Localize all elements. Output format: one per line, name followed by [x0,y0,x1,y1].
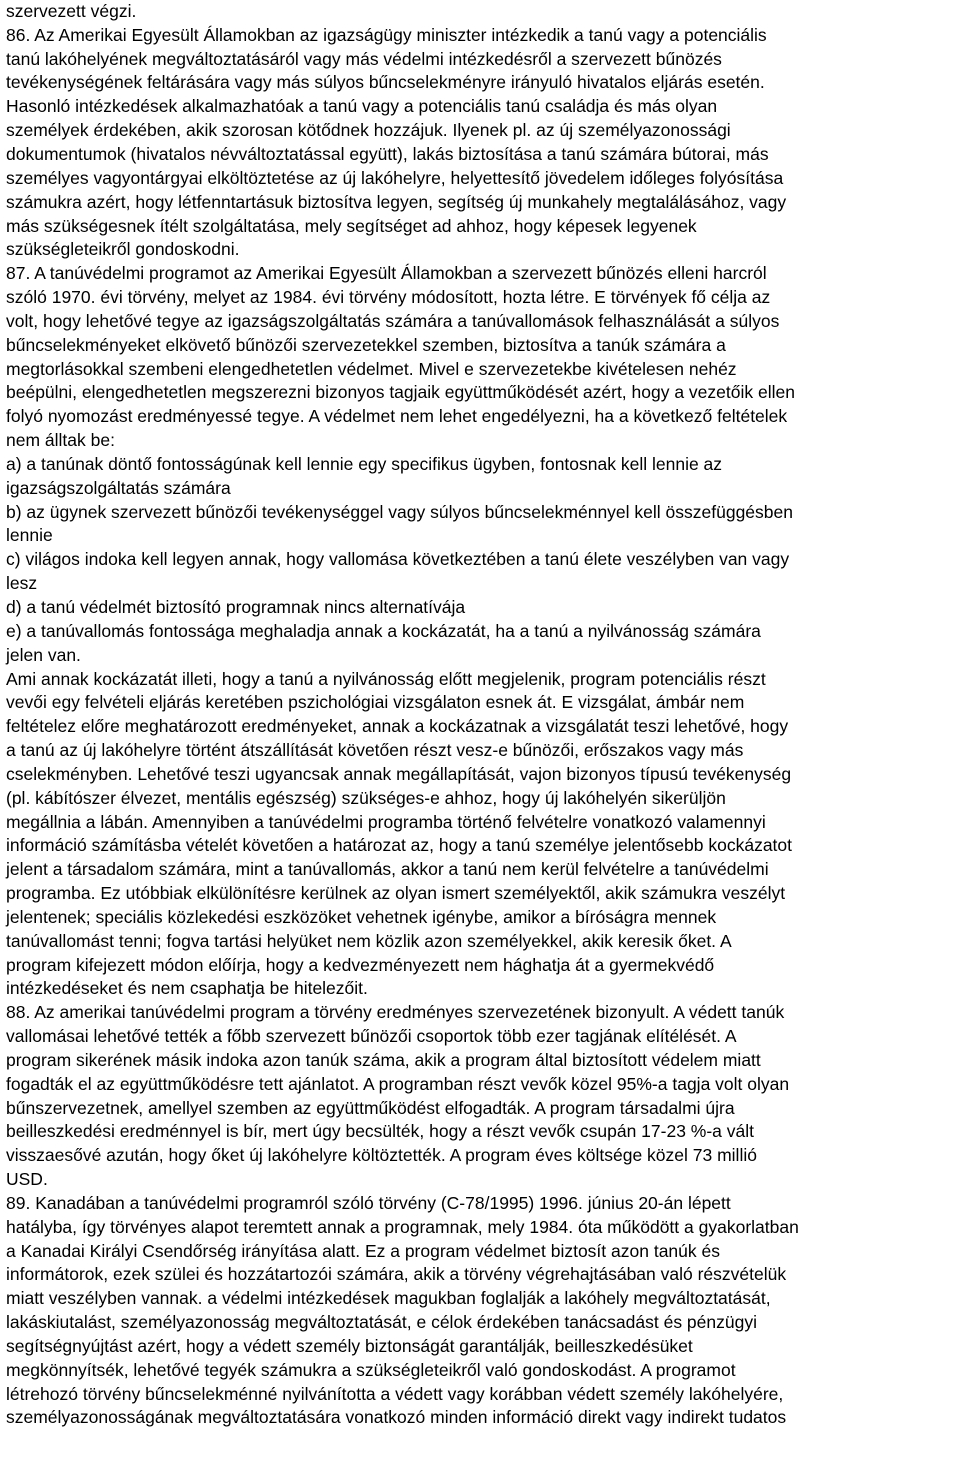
text-line: szükségleteikről gondoskodni. [6,239,240,259]
text-line: vallomásai lehetővé tették a főbb szervezett bűnözői csoportok több ezer tagjának elítélését. A [6,1026,737,1046]
text-line: jelent a társadalom számára, mint a tanúvallomás, akkor a tanú nem kerül felvételre a tanúvédelmi [6,859,769,879]
text-line: b) az ügynek szervezett bűnözői tevékenységgel vagy súlyos bűncselekménnyel kell összefüggésben [6,502,793,522]
text-line: a) a tanúnak döntő fontosságúnak kell lennie egy specifikus ügyben, fontosnak kell lennie az [6,454,723,474]
text-line: megtorlásokkal szembeni elengedhetetlen védelmet. Mivel e szervezetekbe kivételesen nehéz [6,359,737,379]
text-line: igazságszolgáltatás számára [6,478,231,498]
text-line: 86. Az Amerikai Egyesült Államokban az igazságügy miniszter intézkedik a tanú vagy a potenciális [6,25,767,45]
text-line: dokumentumok (hivatalos névváltoztatással együtt), lakás biztosítása a tanú számára bútorai, más [6,144,769,164]
text-line: 88. Az amerikai tanúvédelmi program a törvény eredményes szervezetének bizonyult. A védett tanúk [6,1002,785,1022]
text-line: információ számításba vételét követően a határozat az, hogy a tanú személye jelentősebb kockázatot [6,835,793,855]
text-line: lakáskiutalást, személyazonosság megváltoztatását, e célok érdekében tanácsadást és pénzügyi [6,1312,757,1332]
text-line: c) világos indoka kell legyen annak, hogy vallomása következtében a tanú élete veszélyben van vagy [6,549,790,569]
text-line: jelen van. [6,645,81,665]
text-line: 89. Kanadában a tanúvédelmi programról szóló törvény (C-78/1995) 1996. június 20-án lépett [6,1193,731,1213]
text-line: fogadták el az együttműködésre tett ajánlatot. A programban részt vevők közel 95%-a tagja volt olyan [6,1074,790,1094]
text-line: Ami annak kockázatát illeti, hogy a tanú a nyilvánosság előtt megjelenik, program potenciális részt [6,669,766,689]
text-line: jelentenek; speciális közlekedési eszközöket vehetnek igénybe, amikor a bíróságra mennek [6,907,717,927]
text-line: hatályba, így törvényes alapot teremtett annak a programnak, mely 1984. óta működött a gyakorlatban [6,1217,799,1237]
text-line: lesz [6,573,38,593]
text-line: visszaesővé azután, hogy őket új lakóhelyre költöztették. A program éves költsége közel 73 millió [6,1145,757,1165]
text-line: feltételez előre meghatározott eredményeket, annak a kockázatnak a vizsgálatát teszi lehetővé, hogy [6,716,789,736]
text-line: vevői egy felvételi eljárás keretében pszichológiai vizsgálaton esnek át. E vizsgálat, ámbár nem [6,692,745,712]
text-line: szervezett végzi. [6,1,137,21]
text-line: szóló 1970. évi törvény, melyet az 1984. évi törvény módosított, hozta létre. E törvények fő célja az [6,287,771,307]
text-line: e) a tanúvallomás fontossága meghaladja annak a kockázatát, ha a tanú a nyilvánosság számára [6,621,761,641]
text-line: Hasonló intézkedések alkalmazhatóak a tanú vagy a potenciális tanú családja és más olyan [6,96,718,116]
text-line: megkönnyítsék, lehetővé tegyék számukra a szükségleteikről való gondoskodást. A programot [6,1360,736,1380]
text-line: program sikerének másik indoka azon tanúk száma, akik a program által biztosított védelem miatt [6,1050,761,1070]
text-line: a Kanadai Királyi Csendőrség irányítása alatt. Ez a program védelmet biztosít azon tanúk és [6,1241,720,1261]
text-line: tanú lakóhelyének megváltoztatásáról vagy más védelmi intézkedésről a szervezett bűnözés [6,49,722,69]
text-line: tanúvallomást tenni; fogva tartási helyüket nem közlik azon személyekkel, akik keresik őket. A [6,931,732,951]
text-line: bűncselekményeket elkövető bűnözői szervezetekkel szemben, biztosítva a tanúk számára a [6,335,726,355]
text-line: folyó nyomozást eredményessé tegye. A védelmet nem lehet engedélyezni, ha a következő feltételek [6,406,788,426]
text-line: intézkedéseket és nem csaphatja be hitelezőit. [6,978,368,998]
text-line: tevékenységének feltárására vagy más súlyos bűncselekményre irányuló hivatalos eljárás esetén. [6,72,765,92]
text-line: (pl. kábítószer élvezet, mentális egészség) szükséges-e ahhoz, hogy új lakóhelyén sikerüljön [6,788,726,808]
text-line: 87. A tanúvédelmi programot az Amerikai Egyesült Államokban a szervezett bűnözés elleni harcról [6,263,767,283]
text-line: volt, hogy lehetővé tegye az igazságszolgáltatás számára a tanúvallomások felhasználását a súlyos [6,311,780,331]
text-line: programba. Ez utóbbiak elkülönítésre kerülnek az olyan ismert személyektől, akik számukra veszélyt [6,883,786,903]
text-line: más szükségesnek ítélt szolgáltatása, mely segítséget ad ahhoz, hogy képesek legyenek [6,216,697,236]
text-line: megállnia a lábán. Amennyiben a tanúvédelmi programba történő felvételre vonatkozó valamennyi [6,812,766,832]
text-line: miatt veszélyben vannak. a védelmi intézkedések magukban foglalják a lakóhely megváltoztatását, [6,1288,771,1308]
text-line: segítségnyújtást azért, hogy a védett személy biztonságát garantálják, beilleszkedésüket [6,1336,693,1356]
text-line: d) a tanú védelmét biztosító programnak nincs alternatívája [6,597,466,617]
text-line: beilleszkedési eredménnyel is bír, mert úgy becsülték, hogy a részt vevők csupán 17-23 %-a vált [6,1121,755,1141]
text-line: lennie [6,525,53,545]
text-line: a tanú az új lakóhelyre történt átszállítását követően részt vesz-e bűnözői, erőszakos vagy más [6,740,744,760]
text-line: informátorok, ezek szülei és hozzátartozói számára, akik a törvény végrehajtásában való részvételük [6,1264,787,1284]
text-line: USD. [6,1169,48,1189]
text-line: számukra azért, hogy létfenntartásuk biztosítva legyen, segítség új munkahely megtalálásához, vagy [6,192,787,212]
text-line: nem álltak be: [6,430,115,450]
text-line: személyek érdekében, akik szorosan kötődnek hozzájuk. Ilyenek pl. az új személyazonossági [6,120,731,140]
text-line: személyazonosságának megváltoztatására vonatkozó minden információ direkt vagy indirekt tudatos [6,1407,787,1427]
text-line: személyes vagyontárgyai elköltöztetése az új lakóhelyre, helyettesítő jövedelem időleges folyósítása [6,168,784,188]
text-line: cselekményben. Lehetővé teszi ugyancsak annak megállapítását, vajon bizonyos típusú tevékenység [6,764,792,784]
text-line: létrehozó törvény bűncselekménné nyilvánította a védett vagy korábban védett személy lakóhelyére, [6,1384,784,1404]
text-line: beépülni, elengedhetetlen megszerezni bizonyos tagjaik együttműködését azért, hogy a vezetőik ellen [6,382,795,402]
text-line: bűnszervezetnek, amellyel szemben az együttműködést elfogadták. A program társadalmi újra [6,1098,735,1118]
text-line: program kifejezett módon előírja, hogy a kedvezményezett nem hághatja át a gyermekvédő [6,955,715,975]
